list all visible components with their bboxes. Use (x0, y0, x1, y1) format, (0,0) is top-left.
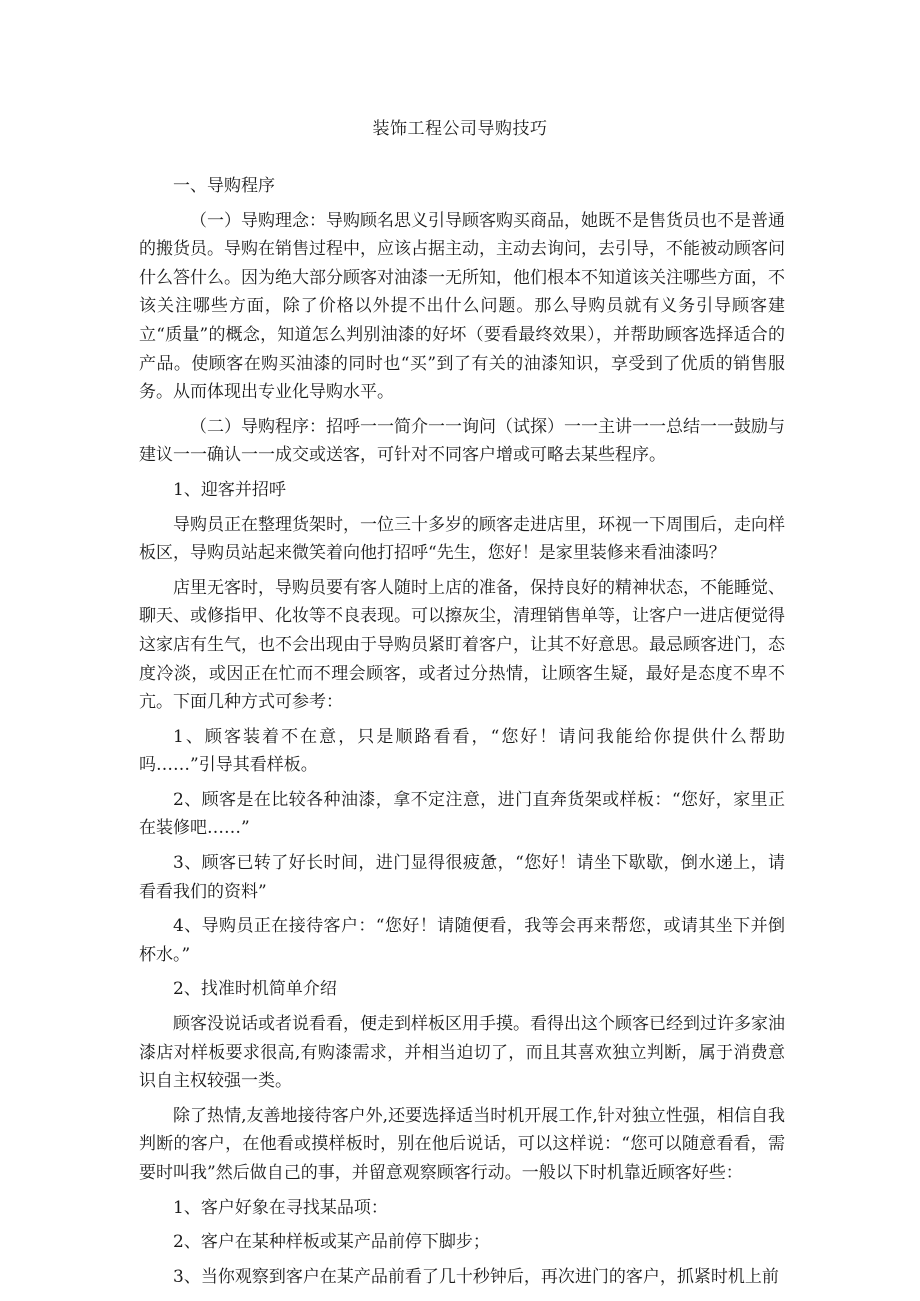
list-item-4: 4、导购员正在接待客户：“您好！请随便看，我等会再来帮您，或请其坐下并倒杯水。” (139, 916, 785, 965)
section-heading-1: 一、导购程序 (173, 176, 275, 196)
paragraph-procedure: （二）导购程序：招呼一一简介一一询问（试探）一一主讲一一总结一一鼓励与建议一一确认一一成交或送客，可针对不同客户增或可略去某些程序。 (139, 416, 785, 466)
list-item-3: 3、顾客已转了好长时间，进门显得很疲惫，“您好！请坐下歇歇，倒水递上，请看看我们的资料” (139, 853, 785, 902)
paragraph-greet-example: 导购员正在整理货架时，一位三十多岁的顾客走进店里，环视一下周围后，走向样板区，导购员站起来微笑着向他打招呼“先生，您好！是家里装修来看油漆吗？ (139, 514, 785, 564)
timing-item-2: 2、客户在某种样板或某产品前停下脚步； (173, 1232, 490, 1253)
paragraph-customer-type: 顾客没说话或者说看看，便走到样板区用手摸。看得出这个顾客已经到过许多家油漆店对样板要求很高,有购漆需求，并相当迫切了，而且其喜欢独立判断，属于消费意识自主权较强一类。 (139, 1014, 785, 1092)
list-item-2: 2、顾客是在比较各种油漆，拿不定注意，进门直奔货架或样板：“您好，家里正在装修吧……” (139, 789, 785, 839)
timing-item-3: 3、当你观察到客户在某产品前看了几十秒钟后，再次进门的客户，抓紧时机上前 (173, 1266, 779, 1287)
paragraph-timing: 除了热情,友善地接待客户外,还要选择适当时机开展工作,针对独立性强，相信自我判断的客户，在他看或摸样板时，别在他后说话，可以这样说：“您可以随意看看，需要时叫我”然后做自己的事，并留意观察顾客行动。一般以下时机靠近顾客好些： (139, 1105, 785, 1183)
document-title: 装饰工程公司导购技巧 (372, 119, 548, 139)
list-item-1: 1、顾客装着不在意，只是顺路看看，“您好！请问我能给你提供什么帮助吗……”引导其看样板。 (139, 726, 785, 776)
subheading-greet: 1、迎客并招呼 (173, 479, 286, 500)
paragraph-concept: （一）导购理念：导购顾名思义引导顾客购买商品，她既不是售货员也不是普通的搬货员。导购在销售过程中，应该占据主动，主动去询问，去引导，不能被动顾客问什么答什么。因为绝大部分顾客对油漆一无所知，他们根本不知道该关注哪些方面，不该关注哪些方面，除了价格以外提不出什么问题。那么导购员就有义务引导顾客建立“质量”的概念，知道怎么判别油漆的好坏（要看最终效果），并帮助顾客选择适合的产品。使顾客在购买油漆的同时也“买”到了有关的油漆知识，享受到了优质的销售服务。从而体现出专业化导购水平。 (139, 210, 785, 403)
paragraph-store-empty: 店里无客时，导购员要有客人随时上店的准备，保持良好的精神状态，不能睡觉、聊天、或修指甲、化妆等不良表现。可以擦灰尘，清理销售单等，让客户一进店便觉得这家店有生气，也不会出现由于导购员紧盯着客户，让其不好意思。最忌顾客进门，态度冷淡，或因正在忙而不理会顾客，或者过分热情，让顾客生疑，最好是态度不卑不亢。下面几种方式可参考： (139, 577, 785, 713)
document-body (139, 172, 785, 1297)
subheading-introduce: 2、找准时机简单介绍 (173, 979, 337, 1000)
timing-item-1: 1、客户好象在寻找某品项： (173, 1197, 388, 1218)
